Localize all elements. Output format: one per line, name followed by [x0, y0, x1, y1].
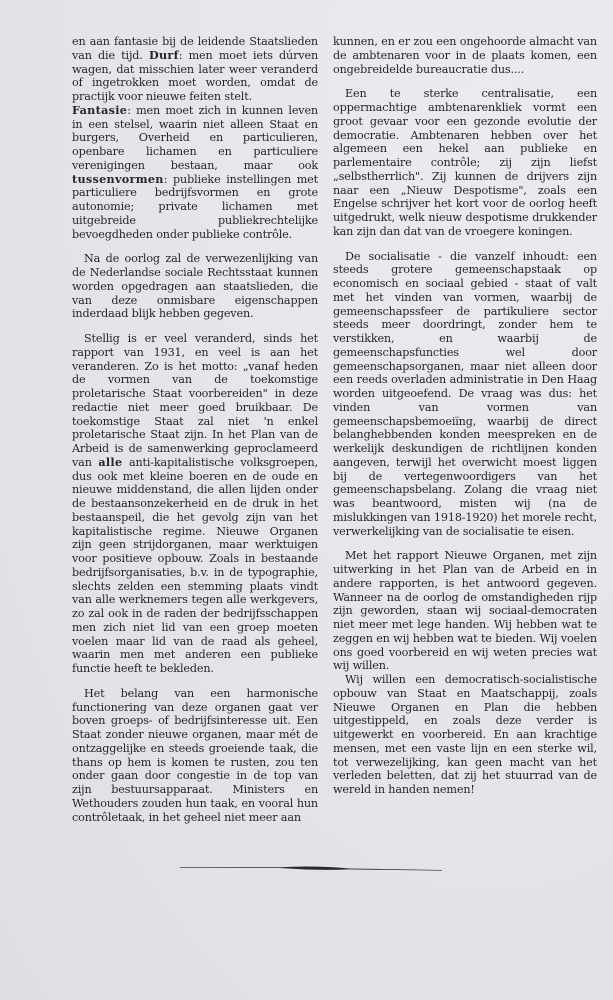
left-column [72, 35, 318, 824]
bold-term-fantasie: Fantasie [72, 102, 128, 117]
bold-term-alle: alle [98, 454, 123, 469]
text-run: : men moet iets dúrven wagen, dat misschien later weer veranderd of ingetrokken moet worden, omdat de practijk voor nieuwe feiten stelt. [72, 48, 318, 103]
right-column [333, 35, 597, 797]
text-run: : men moet zich in kunnen leven in een stelsel, waarin niet alleen Staat en burgers, Overheid en particulieren, openbare lichamen en particuliere verenigingen bestaan, maar ook [72, 103, 318, 172]
paragraph: Met het rapport Nieuwe Organen, met zijn uitwerking in het Plan van de Arbeid en in andere rapporten, is het antwoord gegeven. Wanneer na de oorlog de omstandigheden rijp zijn geworden, staan wij sociaal-democraten niet meer met lege handen. Wij hebben wat te zeggen en wij hebben wat te bieden. Wij voelen ons goed voorbereid en wij weten precies wat wij willen. [333, 549, 597, 673]
bold-term-tussenvormen: tussenvormen [72, 171, 164, 186]
paragraph: kunnen, en er zou een ongehoorde almacht van de ambtenaren voor in de plaats komen, een ongebreidelde bureaucratie dus.... [333, 35, 597, 76]
text-run: : publieke instellingen met particuliere bedrijfsvormen en grote autonomie; private lichamen met uitgebreide publiekrechtelijke bevoegdheden onder publieke contrôle. [72, 172, 318, 241]
paragraph: Wij willen een democratisch-socialistische opbouw van Staat en Maatschappij, zoals Nieuwe Organen en Plan die hebben uitgestippeld, en zoals deze verder is uitgewerkt en voorbereid. En aan krachtige mensen, met een vaste lijn en een sterke wil, tot verwezelijking, kan geen macht van het verleden beletten, dat zij het stuurrad van de wereld in handen nemen! [333, 673, 597, 796]
text-run: en aan fantasie bij de leidende Staatslieden van die tijd. [72, 35, 318, 62]
decorative-rule [180, 864, 442, 872]
paragraph [72, 332, 318, 676]
paragraph: Een te sterke centralisatie, een oppermachtige ambtenarenkliek vormt een groot gevaar voor een gezonde evolutie der democratie. Ambtenaren hebben over het algemeen een hekel aan publieke en parlementaire contrôle; zij zijn liefst „selbstherrlich". Zij kunnen de drijvers zijn naar een „Nieuw Despotisme", zoals een Engelse schrijver het kort voor de oorlog heeft uitgedrukt, welk nieuw despotisme drukkender kan zijn dan dat van de vroegere koningen. [333, 87, 597, 238]
rule-swell [180, 866, 442, 870]
paragraph: Het belang van een harmonische functionering van deze organen gaat ver boven groeps- of bedrijfsinteresse uit. Een Staat zonder nieuwe organen, maar mét de ontzaggelijke en steeds groeiende taak, die thans op hem is komen te rusten, zou ten onder gaan door congestie in de top van zijn bestuursapparaat. Ministers en Wethouders zouden hun taak, en vooral hun contrôletaak, in het geheel niet meer aan [72, 686, 318, 824]
paragraph: De socialisatie - die vanzelf inhoudt: een steeds grotere gemeenschapstaak op economisch en sociaal gebied - staat of valt met het vinden van vormen, waarbij de gemeenschapssfeer de partikuliere sector steeds meer doordringt, zonder hem te verstikken, en waarbij de gemeenschapsfuncties wel door gemeenschapsorganen, maar niet alleen door een reeds overladen administratie in Den Haag worden uitgeoefend. De vraag was dus: het vinden van vormen van gemeenschapsbemoeiïng, waarbij de direct belanghebbenden konden meespreken en de werkelijk deskundigen de richtlijnen konden aangeven, terwijl het overwicht moest liggen bij de vertegenwoordigers van het gemeenschapsbelang. Zolang die vraag niet was beantwoord, misten wij (na de mislukkingen van 1918-1920) het morele recht, verwerkelijking van de socialisatie te eisen. [333, 249, 597, 538]
bold-term-durf: Durf [148, 47, 179, 62]
paragraph: Na de oorlog zal de verwezenlijking van de Nederlandse sociale Rechtsstaat kunnen worden opgedragen aan staatslieden, die van deze onmisbare eigenschappen inderdaad blijk hebben gegeven. [72, 252, 318, 321]
paragraph [72, 35, 318, 241]
text-run: Stellig is er veel veranderd, sinds het rapport van 1931, en veel is aan het veranderen. Zo is het motto: „vanaf heden de vormen van de toekomstige proletarische Staat voorbereiden" in deze redactie niet meer goed bruikbaar. De toekomstige Staat zal niet 'n enkel proletarische Staat zijn. In het Plan van de Arbeid is de samenwerking geproclameerd van [72, 332, 318, 469]
text-run: anti-kapitalistische volksgroepen, dus ook met kleine boeren en de oude en nieuwe middenstand, die allen lijden onder de bestaansonzekerheid en de druk in het bestaanspeil, die het gevolg zijn van het kapitalistische regime. Nieuwe Organen zijn geen strijdorganen, maar werktuigen voor positieve opbouw. Zoals in bestaande bedrijfsorganisaties, b.v. in de typographie, slechts zelden een stemming plaats vindt van alle werknemers tegen alle werkgevers, zo zal ook in de raden der bedrijfsschappen men zich niet lid van een groep moeten voelen maar lid van de raad als geheel, waarin men met anderen een publieke functie heeft te bekleden. [72, 455, 318, 675]
